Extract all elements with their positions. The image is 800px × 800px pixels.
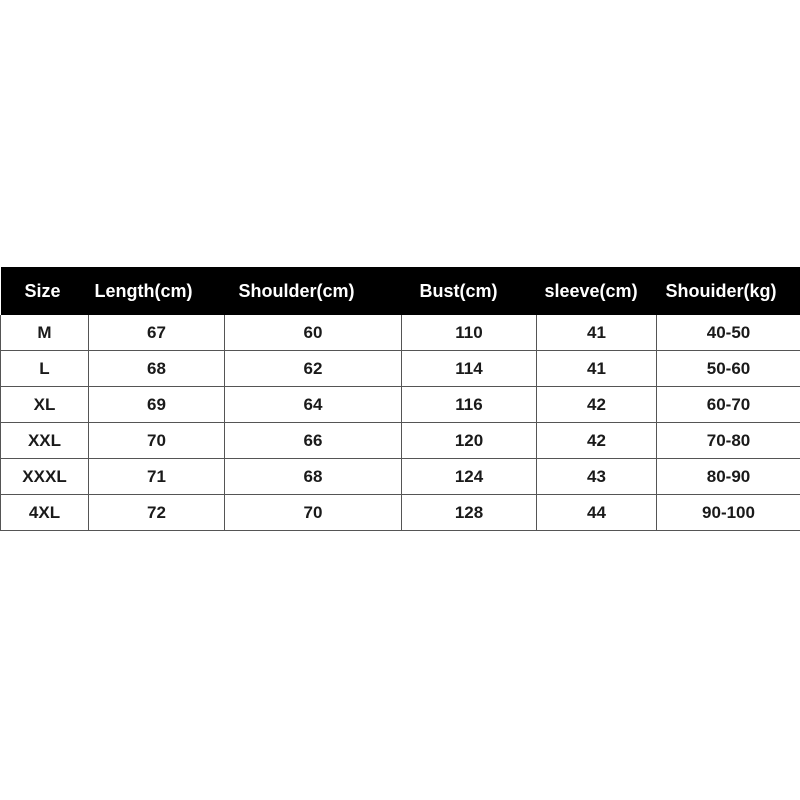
bust-cell: 128	[402, 495, 537, 531]
header-sleeve: sleeve(cm)	[537, 267, 657, 315]
shoulder-cell: 68	[225, 459, 402, 495]
length-cell: 68	[89, 351, 225, 387]
table-row	[1, 315, 800, 351]
size-cell: 4XL	[1, 495, 89, 531]
header-bust: Bust(cm)	[402, 267, 537, 315]
table-row	[1, 351, 800, 387]
weight-cell: 70-80	[657, 423, 800, 459]
size-cell: XXL	[1, 423, 89, 459]
table-row	[1, 387, 800, 423]
length-cell: 69	[89, 387, 225, 423]
shoulder-cell: 66	[225, 423, 402, 459]
bust-cell: 116	[402, 387, 537, 423]
size-cell: XXXL	[1, 459, 89, 495]
header-size: Size	[1, 267, 89, 315]
weight-cell: 80-90	[657, 459, 800, 495]
sleeve-cell: 42	[537, 423, 657, 459]
bust-cell: 110	[402, 315, 537, 351]
table-row	[1, 423, 800, 459]
sleeve-cell: 43	[537, 459, 657, 495]
weight-cell: 90-100	[657, 495, 800, 531]
size-chart-table	[0, 267, 800, 531]
table-row	[1, 459, 800, 495]
length-cell: 67	[89, 315, 225, 351]
weight-cell: 50-60	[657, 351, 800, 387]
bust-cell: 114	[402, 351, 537, 387]
size-cell: XL	[1, 387, 89, 423]
size-cell: M	[1, 315, 89, 351]
shoulder-cell: 70	[225, 495, 402, 531]
length-cell: 70	[89, 423, 225, 459]
header-weight: Shouider(kg)	[657, 267, 800, 315]
header-shoulder: Shoulder(cm)	[225, 267, 402, 315]
sleeve-cell: 41	[537, 315, 657, 351]
size-cell: L	[1, 351, 89, 387]
length-cell: 72	[89, 495, 225, 531]
header-length: Length(cm)	[89, 267, 225, 315]
shoulder-cell: 62	[225, 351, 402, 387]
shoulder-cell: 60	[225, 315, 402, 351]
weight-cell: 60-70	[657, 387, 800, 423]
sleeve-cell: 41	[537, 351, 657, 387]
sleeve-cell: 42	[537, 387, 657, 423]
bust-cell: 124	[402, 459, 537, 495]
bust-cell: 120	[402, 423, 537, 459]
table-row	[1, 495, 800, 531]
header-row	[1, 267, 800, 315]
sleeve-cell: 44	[537, 495, 657, 531]
weight-cell: 40-50	[657, 315, 800, 351]
length-cell: 71	[89, 459, 225, 495]
shoulder-cell: 64	[225, 387, 402, 423]
